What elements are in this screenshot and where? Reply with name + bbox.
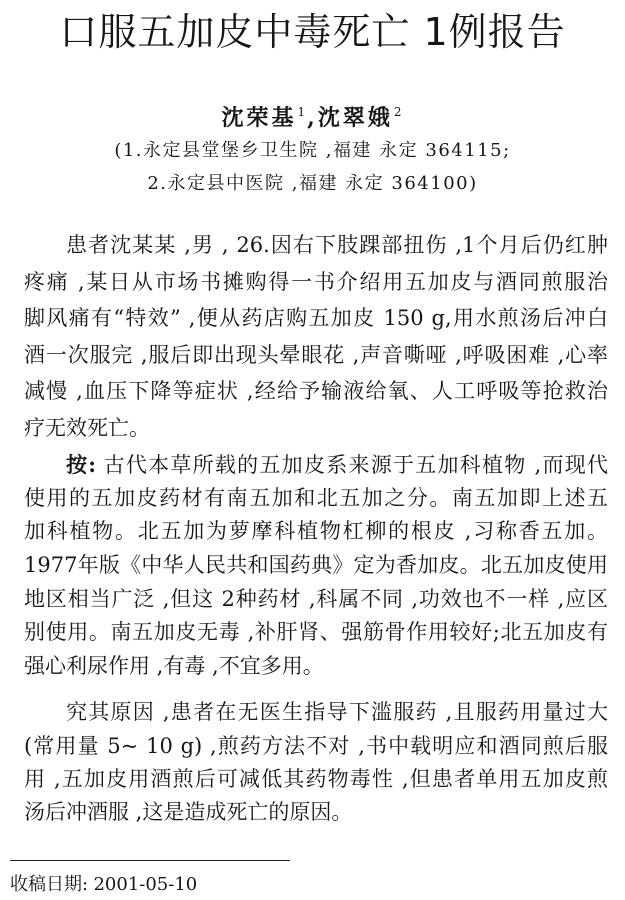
affiliation-line: 2.永定县中医院 ,福建 永定 364100) <box>147 172 478 194</box>
author-line <box>0 103 625 136</box>
body-line: 别使用。南五加皮无毒 ,补肝肾、强筋骨作用较好;北五加皮有 <box>24 620 608 645</box>
body-line: 地区相当广泛 ,但这 2种药材 ,科属不同 ,功效也不一样 ,应区 <box>24 586 608 611</box>
footnote-rule <box>10 860 290 861</box>
author-affiliation-mark: 2 <box>393 105 402 119</box>
affiliation-block <box>0 134 625 200</box>
body-line: 究其原因 ,患者在无医生指导下滥服药 ,且服药用量过大 <box>66 700 608 725</box>
body-paragraph <box>24 696 608 830</box>
affiliation-line: (1.永定县堂堡乡卫生院 ,福建 永定 364115; <box>114 139 511 161</box>
paragraph-lead: 按: <box>66 452 97 477</box>
received-date: 2001-05-10 <box>93 874 198 895</box>
body-line: 疼痛 ,某日从市场书摊购得一书介绍用五加皮与酒同煎服治 <box>24 269 608 294</box>
body-line: 使用的五加皮药材有南五加和北五加之分。南五加即上述五 <box>24 485 608 510</box>
body-line: 用 ,五加皮用酒煎后可减低其药物毒性 ,但患者单用五加皮煎 <box>24 766 608 791</box>
received-date-note <box>10 873 197 897</box>
body-line-text: 古代本草所载的五加皮系来源于五加科植物 ,而现代 <box>102 453 608 477</box>
body-line: 加科植物。北五加为萝摩科植物杠柳的根皮 ,习称香五加。 <box>24 519 608 544</box>
article-body <box>24 227 608 830</box>
body-paragraph <box>24 448 608 684</box>
body-line: 1977年版《中华人民共和国药典》定为香加皮。北五加皮使用 <box>24 553 608 578</box>
author-name: 沈翠娥 <box>317 105 393 131</box>
body-line: 汤后冲酒服 ,这是造成死亡的原因。 <box>24 800 353 825</box>
body-line <box>24 448 608 482</box>
received-label: 收稿日期: <box>10 874 89 895</box>
author-separator: , <box>307 105 318 131</box>
body-line: 疗无效死亡。 <box>24 415 150 440</box>
body-line: 患者沈某某 ,男 , 26.因右下肢踝部扭伤 ,1个月后仍红肿 <box>66 233 608 257</box>
body-line: 强心利尿作用 ,有毒 ,不宜多用。 <box>24 654 324 679</box>
author-affiliation-mark: 1 <box>297 105 306 119</box>
body-paragraph <box>24 227 608 446</box>
body-line: (常用量 5~ 10 g) ,煎药方法不对 ,书中载明应和酒同煎后服 <box>24 733 608 758</box>
body-line: 减慢 ,血压下降等症状 ,经给予输液给氧、人工呼吸等抢救治 <box>24 379 608 403</box>
body-line: 脚风痛有“特效” ,便从药店购五加皮 150 g,用水煎汤后冲白 <box>24 306 608 330</box>
article-title: 口服五加皮中毒死亡 1例报告 <box>59 10 566 54</box>
body-line: 酒一次服完 ,服后即出现头晕眼花 ,声音嘶哑 ,呼吸困难 ,心率 <box>24 342 608 367</box>
author-name: 沈荣基 <box>221 105 297 131</box>
